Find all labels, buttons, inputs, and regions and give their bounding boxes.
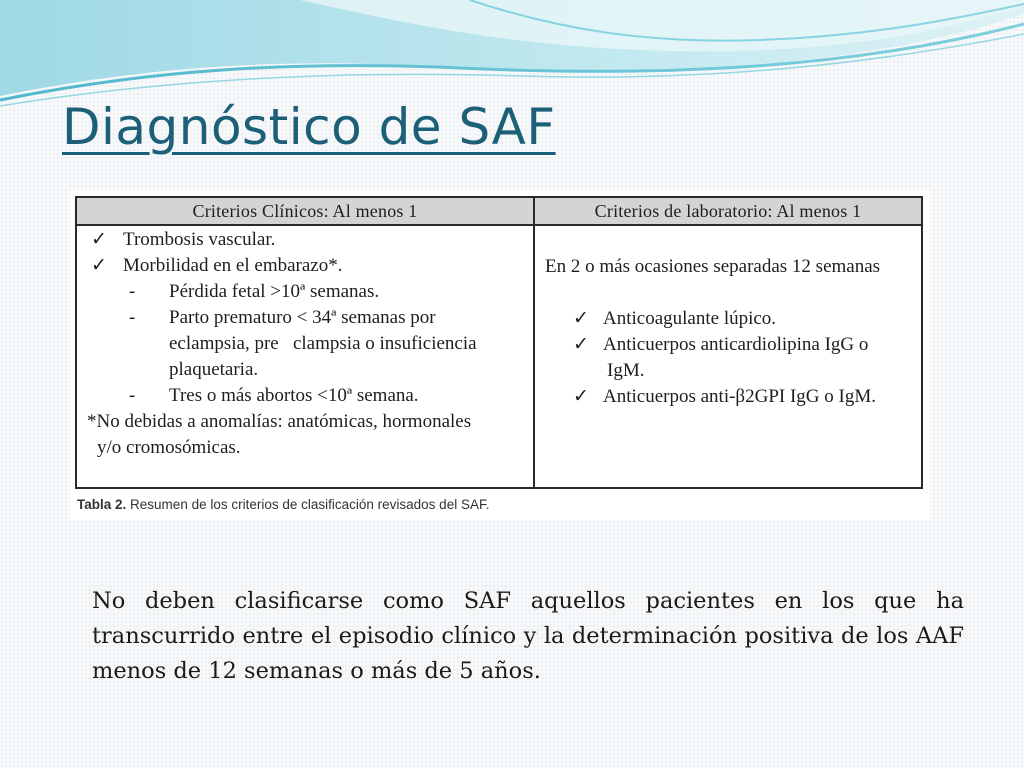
laboratory-item-text: Anticuerpos anticardiolipina IgG o <box>603 334 869 355</box>
list-item <box>545 332 915 358</box>
laboratory-criteria-cell <box>534 225 922 488</box>
caption-label: Tabla 2. <box>77 497 127 512</box>
footnote-line: *No debidas a anomalías: anatómicas, hormonales <box>87 411 472 432</box>
check-icon: ✓ <box>91 229 107 250</box>
sub-item-text: Tres o más abortos <10ª semana. <box>169 385 419 406</box>
list-item <box>545 306 915 332</box>
caption-text: Resumen de los criterios de clasificación revisados del SAF. <box>130 497 490 512</box>
list-item <box>87 253 527 279</box>
laboratory-item-text: Anticuerpos anti-β2GPI IgG o IgM. <box>603 386 876 407</box>
check-icon: ✓ <box>573 386 589 407</box>
check-icon: ✓ <box>573 334 589 355</box>
check-icon: ✓ <box>573 308 589 329</box>
dash-bullet: - <box>129 385 136 406</box>
list-item <box>87 279 527 305</box>
list-item <box>87 305 527 331</box>
sub-item-text: Pérdida fetal >10ª semanas. <box>169 281 380 302</box>
clinical-item-text: Morbilidad en el embarazo*. <box>123 255 343 276</box>
table-header-row <box>76 197 922 225</box>
header-clinical-criteria: Criterios Clínicos: Al menos 1 <box>76 197 534 225</box>
dash-bullet: - <box>129 281 136 302</box>
criteria-table-figure <box>70 190 930 520</box>
clinical-criteria-cell <box>76 225 534 488</box>
table-body-row <box>76 225 922 488</box>
header-laboratory-criteria: Criterios de laboratorio: Al menos 1 <box>534 197 922 225</box>
clinical-item-text: Trombosis vascular. <box>123 229 276 250</box>
laboratory-item-continuation: IgM. <box>607 360 645 381</box>
sub-item-continuation: eclampsia, pre clampsia o insuficiencia <box>169 333 477 354</box>
dash-bullet: - <box>129 307 136 328</box>
sub-item-text: Parto prematuro < 34ª semanas por <box>169 307 436 328</box>
table-caption <box>77 497 489 512</box>
laboratory-intro: En 2 o más ocasiones separadas 12 semanas <box>545 256 881 277</box>
laboratory-item-text: Anticoagulante lúpico. <box>603 308 777 329</box>
list-item <box>87 383 527 409</box>
body-paragraph: No deben clasificarse como SAF aquellos pacientes en los que ha transcurrido entre el episodio clínico y la determinación positiva de los AAF menos de 12 semanas o más de 5 años. <box>92 588 964 684</box>
check-icon: ✓ <box>91 255 107 276</box>
criteria-table <box>75 196 923 489</box>
footnote-line: y/o cromosómicas. <box>97 437 241 458</box>
list-item <box>545 384 915 410</box>
slide-title: Diagnóstico de SAF <box>62 98 556 156</box>
list-item <box>87 227 527 253</box>
sub-item-continuation: plaquetaria. <box>169 359 259 380</box>
